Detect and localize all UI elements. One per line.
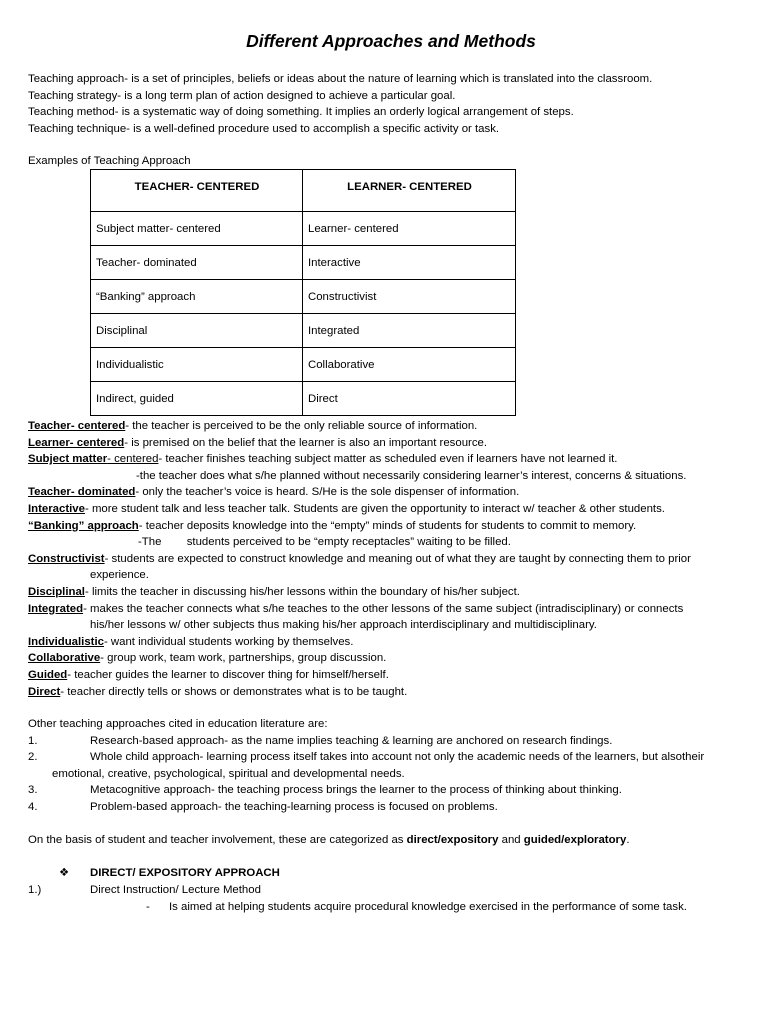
table-row [91, 246, 516, 280]
section-heading-direct [59, 865, 280, 882]
definition-text: - only the teacher’s voice is heard. S/He is the sole dispenser of information. [135, 486, 520, 499]
intro-line: Teaching strategy- is a long term plan of action designed to achieve a particular goal. [28, 89, 456, 102]
basis-text: . [626, 834, 630, 846]
table-cell: Interactive [303, 246, 516, 280]
table-cell: Direct [303, 382, 516, 416]
list-item [28, 799, 758, 816]
categorization-sentence [28, 832, 758, 849]
method-item [28, 882, 261, 899]
table-cell: Collaborative [303, 348, 516, 382]
list-item [28, 733, 758, 750]
list-text: Research-based approach- as the name implies teaching & learning are anchored on research findings. [90, 734, 613, 747]
list-number: 1. [28, 734, 38, 747]
list-number: 3. [28, 784, 38, 797]
method-number: 1.) [28, 884, 42, 896]
list-item-continuation: emotional, creative, psychological, spiritual and developmental needs. [52, 767, 405, 780]
intro-line: Teaching technique- is a well-defined procedure used to accomplish a specific activity or task. [28, 122, 500, 135]
definition-text: - teacher directly tells or shows or demonstrates what is to be taught. [60, 685, 408, 698]
table-row [91, 314, 516, 348]
table-cell: Indirect, guided [91, 382, 303, 416]
table-cell: Constructivist [303, 280, 516, 314]
table-header-teacher: TEACHER- CENTERED [91, 170, 303, 212]
definition-collaborative [28, 650, 758, 667]
list-number: 2. [28, 751, 38, 764]
intro-definitions [28, 71, 758, 137]
dash-bullet: - [146, 901, 150, 913]
definition-term: Teacher- dominated [28, 486, 136, 499]
definition-disciplinal [28, 584, 758, 601]
definition-term: Guided [28, 668, 68, 681]
method-title: Direct Instruction/ Lecture Method [90, 884, 261, 896]
table-cell: Individualistic [91, 348, 303, 382]
method-description [146, 899, 687, 916]
definition-text: - is premised on the belief that the learner is also an important resource. [124, 436, 488, 449]
list-item [28, 749, 758, 766]
table-row [91, 382, 516, 416]
definition-term: Constructivist [28, 552, 105, 565]
intro-line: Teaching approach- is a set of principles, beliefs or ideas about the nature of learning which is translated into the classroom. [28, 73, 653, 85]
definition-text: - group work, team work, partnerships, group discussion. [100, 652, 387, 665]
definition-text: - teacher deposits knowledge into the “empty” minds of students for students to commit to memory. [138, 519, 637, 532]
list-text: Whole child approach- learning process itself takes into account not only the academic needs of the learners, but alsotheir [90, 751, 705, 764]
definition-text: - teacher finishes teaching subject matter as scheduled even if learners have not learned it. [158, 453, 618, 466]
table-cell: Disciplinal [91, 314, 303, 348]
definition-interactive [28, 501, 758, 518]
definition-banking [28, 518, 758, 535]
approach-table [90, 169, 516, 416]
table-row [91, 280, 516, 314]
definition-term: Individualistic [28, 635, 104, 648]
table-cell: Learner- centered [303, 212, 516, 246]
page-title: Different Approaches and Methods [246, 31, 536, 51]
list-number: 4. [28, 800, 38, 813]
basis-direct-term: direct/expository [406, 834, 499, 846]
table-row [91, 348, 516, 382]
definition-term: Disciplinal [28, 585, 85, 598]
definition-text: - want individual students working by themselves. [103, 635, 354, 648]
definition-subject-matter [28, 451, 758, 468]
list-text: Metacognitive approach- the teaching process brings the learner to the process of thinking about thinking. [90, 784, 622, 797]
definition-term-suffix: - centered [107, 453, 159, 466]
other-approaches-intro: Other teaching approaches cited in education literature are: [28, 718, 328, 730]
basis-guided-term: guided/exploratory [523, 834, 627, 846]
definition-term: “Banking” approach [28, 519, 139, 532]
table-header-learner: LEARNER- CENTERED [303, 170, 516, 212]
section-heading-text: DIRECT/ EXPOSITORY APPROACH [90, 867, 280, 879]
other-approaches [28, 716, 758, 816]
examples-label: Examples of Teaching Approach [28, 155, 191, 167]
table-cell: Integrated [303, 314, 516, 348]
definition-term: Collaborative [28, 652, 101, 665]
definition-teacher-centered [28, 418, 758, 435]
list-item [28, 782, 758, 799]
list-text: Problem-based approach- the teaching-learning process is focused on problems. [90, 800, 498, 813]
definition-term: Teacher- centered [28, 420, 126, 432]
table-cell: Teacher- dominated [91, 246, 303, 280]
definition-guided [28, 667, 758, 684]
definition-text: - limits the teacher in discussing his/her lessons within the boundary of his/her subject. [84, 585, 520, 598]
definition-term: Direct [28, 685, 61, 698]
definition-learner-centered [28, 435, 758, 452]
definition-term: Subject matter [28, 453, 108, 466]
definition-continuation: experience. [90, 569, 149, 582]
definition-text: - students are expected to construct knowledge and meaning out of what they are taught by connecting them to prior [104, 552, 691, 565]
definition-text: - the teacher is perceived to be the only reliable source of information. [125, 420, 478, 432]
basis-text: and [498, 834, 524, 846]
definition-term: Interactive [28, 502, 85, 515]
definition-individualistic [28, 634, 758, 651]
table-row [91, 212, 516, 246]
basis-text: On the basis of student and teacher involvement, these are categorized as [28, 834, 407, 846]
definition-text: - more student talk and less teacher talk. Students are given the opportunity to interact w/ teacher & other students. [84, 502, 665, 515]
table-header-row [91, 170, 516, 212]
definition-text: - teacher guides the learner to discover thing for himself/herself. [67, 668, 389, 681]
table-cell: Subject matter- centered [91, 212, 303, 246]
definition-term: Integrated [28, 602, 84, 615]
table-cell: “Banking” approach [91, 280, 303, 314]
definition-direct [28, 684, 758, 701]
definition-integrated [28, 601, 758, 618]
definition-continuation: -The students perceived to be “empty receptacles” waiting to be filled. [138, 536, 511, 549]
definition-teacher-dominated [28, 484, 758, 501]
definition-continuation: his/her lessons w/ other subjects thus making his/her approach interdisciplinary and multidisciplinary. [90, 619, 597, 632]
term-definitions [28, 418, 758, 700]
method-description-text: Is aimed at helping students acquire procedural knowledge exercised in the performance of some task. [169, 901, 687, 913]
definition-text: - makes the teacher connects what s/he teaches to the other lessons of the same subject (intradisciplinary) or connects [83, 602, 684, 615]
definition-term: Learner- centered [28, 436, 125, 449]
intro-line: Teaching method- is a systematic way of doing something. It implies an orderly logical arrangement of steps. [28, 106, 574, 119]
definition-continuation: -the teacher does what s/he planned without necessarily considering learner’s interest, concerns & situations. [136, 469, 687, 482]
diamond-bullet-icon: ❖ [59, 867, 70, 879]
definition-constructivist [28, 551, 758, 568]
